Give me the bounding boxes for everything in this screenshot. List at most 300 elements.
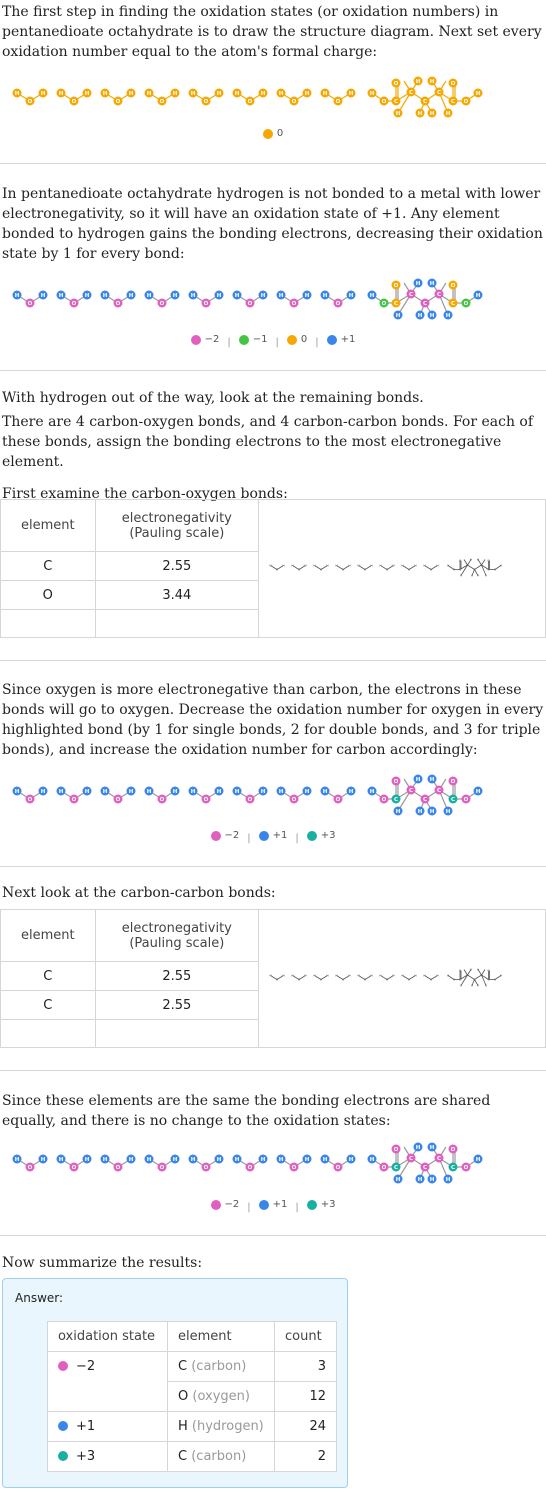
atom-label: H [102,789,108,795]
section-formal-charge [0,2,546,62]
atom-label: H [172,91,178,97]
legend-item [211,1199,240,1210]
atom-label: H [445,1177,451,1183]
atom-label: O [429,567,433,571]
atom-label: O [458,968,462,972]
cc-bonds-heading: Next look at the carbon-carbon bonds: [2,885,276,901]
atom-label: H [58,789,64,795]
atom-label: C [450,301,456,307]
cc-electronegativity-table [0,909,546,1048]
divider [0,1070,546,1071]
atom-label: C [408,90,414,96]
element-cell [168,1442,275,1472]
atom-label: H [128,1157,134,1163]
legend-separator: | [275,336,279,348]
state-label: +1 [76,1419,96,1434]
divider [0,1235,546,1236]
atom-label: H [14,91,20,97]
atom-label: O [71,301,77,307]
atom-label: H [216,789,222,795]
atom-label: O [71,797,77,803]
atom-label: O [159,1165,165,1171]
atom-label: H [348,91,354,97]
atom-label: O [381,797,387,803]
atom-label: H [429,281,435,287]
legend-dot [239,335,249,345]
atom-label: H [14,293,20,299]
legend-dot [327,335,337,345]
atom-label: O [203,99,209,105]
atom-label: H [395,809,401,815]
count-cell: 2 [275,1442,337,1472]
divider [0,370,546,371]
atom-label: H [429,79,435,85]
atom-label: H [102,293,108,299]
atom-label: H [348,293,354,299]
atom-label: H [379,973,382,977]
atom-label: H [395,111,401,117]
value-cell: 2.55 [95,552,258,581]
atom-label: O [275,977,279,981]
count-cell: 3 [275,1352,337,1382]
atom-label: H [313,973,316,977]
atom-label: O [291,301,297,307]
divider [0,866,546,867]
molecule-group [13,775,483,816]
element-symbol: O [178,1389,189,1404]
molecule-group [13,1143,483,1184]
atom-label: C [408,1156,414,1162]
atom-label: H [234,1157,240,1163]
atom-label: O [463,99,469,105]
atom-label: H [484,983,488,987]
atom-label: H [429,313,435,319]
header-element: element [1,910,96,962]
legend-dot [307,831,317,841]
atom-label: O [341,977,345,981]
atom-label: H [234,293,240,299]
atom-label: H [278,91,284,97]
atom-label: H [499,563,503,567]
atom-label: H [128,91,134,97]
atom-label: H [475,789,481,795]
atom-label: H [146,91,152,97]
atom-label: H [84,789,90,795]
atom-label: H [190,91,196,97]
atom-label: C [450,1165,456,1171]
structure-diagram-hydrogen [0,270,546,322]
co-electronegativity-table [0,499,546,638]
atom-label: O [450,283,456,289]
atom-label: O [291,99,297,105]
element-name: (oxygen) [192,1389,250,1404]
atom-label: H [475,293,481,299]
summary-heading: Now summarize the results: [2,1255,203,1271]
atom-label: O [463,301,469,307]
atom-label: H [348,1157,354,1163]
atom-label: C [436,788,442,794]
count-cell: 24 [275,1412,337,1442]
atom-label: C [408,788,414,794]
divider [0,660,546,661]
header-electronegativity: electronegativity (Pauling scale) [95,500,258,552]
atom-label: H [459,573,463,577]
count-cell: 12 [275,1382,337,1412]
atom-label: H [304,563,307,567]
element-symbol: C [178,1449,188,1464]
atom-label: H [260,1157,266,1163]
atom-label: H [322,91,328,97]
legend-separator: | [295,1201,299,1213]
atom-label: H [436,973,439,977]
atom-label: C [487,567,490,571]
atom-label: C [458,977,462,981]
legend-label: +1 [340,334,356,345]
atom-label: O [203,301,209,307]
legend-label: 0 [300,334,308,345]
atom-label: C [466,562,469,567]
legend-label: +3 [320,1199,336,1210]
state-label: −2 [76,1359,96,1374]
atom-label: H [190,293,196,299]
atom-label: O [407,977,411,981]
legend-item [287,334,307,345]
atom-label: O [203,797,209,803]
empty-cell [1,1020,96,1048]
atom-label: H [392,563,395,567]
legend-item [263,128,283,139]
legend-separator: | [247,1201,251,1213]
atom-label: O [450,81,456,87]
atom-label: O [71,1165,77,1171]
atom-label: H [304,91,310,97]
atom-label: H [429,1177,435,1183]
atom-label: O [393,1147,399,1153]
atom-label: C [422,99,428,105]
header-oxidation-state: oxidation state [48,1322,168,1352]
atom-label: O [115,1165,121,1171]
atom-label: O [275,567,279,571]
atom-label: O [335,301,341,307]
atom-label: H [269,563,272,567]
element-cell: O [1,581,96,610]
atom-label: H [446,973,450,977]
element-symbol: H [178,1419,188,1434]
atom-label: O [27,1165,33,1171]
atom-label: H [278,1157,284,1163]
atom-label: H [58,1157,64,1163]
atom-label: H [282,973,285,977]
intro-paragraph: The first step in finding the oxidation states (or oxidation numbers) in pentanedioate octahydrate is to draw the structure diagram. Next set every oxidation number equal to the atom's formal charge: [2,4,542,60]
structure-diagram-co-bonds [0,766,546,818]
element-cell [168,1352,275,1382]
atom-label: H [172,1157,178,1163]
atom-label: H [326,563,329,567]
legend-separator: | [247,832,251,844]
legend-item [259,1199,288,1210]
atom-label: H [172,293,178,299]
legend-label: −2 [224,830,240,841]
atom-label: H [84,293,90,299]
atom-label: O [463,797,469,803]
atom-label: H [146,293,152,299]
atom-label: O [385,567,389,571]
atom-label: H [417,809,423,815]
element-name: (carbon) [191,1359,247,1374]
summary-table [47,1321,337,1472]
atom-label: O [159,797,165,803]
answer-box [2,1278,348,1488]
atom-label: H [423,973,426,977]
atom-label: H [415,79,421,85]
atom-label: H [476,557,480,561]
state-dot [58,1421,68,1431]
remaining-bonds-text: With hydrogen out of the way, look at the remaining bonds. [2,390,424,406]
atom-label: H [357,563,360,567]
element-cell: C [1,962,96,991]
atom-label: H [335,973,338,977]
atom-label: H [14,789,20,795]
atom-label: C [422,797,428,803]
atom-label: O [247,797,253,803]
atom-label: H [392,973,395,977]
atom-label: H [369,293,375,299]
atom-label: O [487,558,490,562]
element-cell: C [1,991,96,1020]
atom-label: H [326,973,329,977]
atom-label: O [407,567,411,571]
atom-label: H [234,91,240,97]
atom-label: H [476,573,480,577]
legend-dot [211,831,221,841]
atom-label: H [40,789,46,795]
atom-label: H [322,1157,328,1163]
molecule-thumbnail-cell [259,500,546,638]
atom-label: H [278,293,284,299]
atom-label: O [27,99,33,105]
header-element: element [168,1322,275,1352]
atom-label: O [450,1147,456,1153]
atom-label: C [487,977,490,981]
element-name: (carbon) [191,1449,247,1464]
atom-label: H [401,973,404,977]
legend-item [307,830,336,841]
atom-label: O [381,99,387,105]
atom-label: H [436,563,439,567]
atom-label: C [408,292,414,298]
atom-label: O [27,797,33,803]
section-cc-bonds [0,883,546,903]
value-cell: 2.55 [95,962,258,991]
atom-label: H [190,789,196,795]
atom-label: H [395,1177,401,1183]
atom-label: H [190,1157,196,1163]
atom-label: H [445,809,451,815]
atom-label: H [291,563,294,567]
atom-label: H [357,973,360,977]
atom-label: H [417,111,423,117]
atom-label: H [291,973,294,977]
molecule-thumbnail [262,547,542,587]
atom-label: O [493,977,497,981]
legend-separator: | [315,336,319,348]
atom-label: C [450,99,456,105]
molecule-thumbnail-cell [259,910,546,1048]
atom-label: H [58,293,64,299]
atom-label: O [335,797,341,803]
legend-hydrogen [0,334,546,348]
atom-label: H [128,293,134,299]
state-label: +3 [76,1449,96,1464]
atom-label: O [291,1165,297,1171]
structure-diagram-final [0,1134,546,1186]
atom-label: H [304,1157,310,1163]
atom-label: H [216,1157,222,1163]
atom-label: H [415,1145,421,1151]
atom-label: H [469,557,473,561]
atom-label: C [436,90,442,96]
atom-label: C [422,1165,428,1171]
atom-label: H [417,1177,423,1183]
atom-label: H [40,293,46,299]
atom-label: O [159,99,165,105]
state-cell [48,1412,168,1442]
atom-label: O [487,968,490,972]
element-name: (hydrogen) [191,1419,264,1434]
atom-label: O [247,1165,253,1171]
atom-label: C [393,1165,399,1171]
atom-label: C [450,797,456,803]
atom-label: H [401,563,404,567]
atom-label: O [247,99,253,105]
atom-label: O [381,1165,387,1171]
co-bonds-heading: First examine the carbon-oxygen bonds: [2,486,288,502]
legend-label: +1 [272,830,288,841]
atom-label: C [480,562,483,567]
atom-label: O [429,977,433,981]
co-explanation-text: Since oxygen is more electronegative than carbon, the electrons in these bonds will go to oxygen. Decrease the oxidation number for oxygen in every highlighted bond (by 1 for single bonds, 2 for double bonds, and 3 for triple bonds), and increase the oxidation number for carbon accordingly: [2,682,544,758]
atom-label: O [27,301,33,307]
atom-label: H [102,1157,108,1163]
atom-label: C [393,301,399,307]
atom-label: H [446,563,450,567]
atom-label: H [476,983,480,987]
atom-label: H [370,563,373,567]
molecule-group [269,557,502,577]
atom-label: O [335,1165,341,1171]
legend-dot [259,831,269,841]
atom-label: H [429,1145,435,1151]
atom-label: H [369,1157,375,1163]
atom-label: H [348,973,351,977]
molecule-group [13,279,483,320]
atom-label: H [499,973,503,977]
atom-label: O [452,567,456,571]
legend-label: +1 [272,1199,288,1210]
atom-label: H [40,1157,46,1163]
divider [0,163,546,164]
atom-label: C [393,99,399,105]
atom-label: H [146,1157,152,1163]
atom-label: H [370,973,373,977]
atom-label: O [381,301,387,307]
legend-label: −2 [204,334,220,345]
atom-label: H [172,789,178,795]
atom-label: H [459,983,463,987]
empty-cell [1,610,96,638]
atom-label: H [429,809,435,815]
atom-label: H [278,789,284,795]
atom-label: H [379,563,382,567]
cc-explanation-text: Since these elements are the same the bonding electrons are shared equally, and there is no change to the oxidation states: [2,1093,491,1129]
atom-label: H [475,1157,481,1163]
legend-separator: | [227,336,231,348]
atom-label: H [304,293,310,299]
atom-label: C [473,567,476,571]
atom-label: H [395,313,401,319]
molecule-thumbnail [262,957,542,997]
legend-label: +3 [320,830,336,841]
section-hydrogen [0,184,546,264]
legend-dot [211,1200,221,1210]
atom-label: O [71,99,77,105]
atom-label: H [260,789,266,795]
legend-label: −2 [224,1199,240,1210]
atom-label: H [445,111,451,117]
element-cell [168,1412,275,1442]
atom-label: O [450,779,456,785]
header-count: count [275,1322,337,1352]
atom-label: H [260,293,266,299]
atom-label: H [84,91,90,97]
atom-label: C [480,972,483,977]
atom-label: C [473,977,476,981]
atom-label: O [297,977,301,981]
legend-label: 0 [276,128,284,139]
atom-label: H [484,573,488,577]
atom-label: O [115,301,121,307]
section-co-bonds [0,680,546,760]
element-cell [168,1382,275,1412]
atom-label: H [84,1157,90,1163]
atom-label: H [269,973,272,977]
legend-final [0,1199,546,1213]
value-cell: 3.44 [95,581,258,610]
atom-label: O [115,99,121,105]
state-dot [58,1361,68,1371]
hydrogen-paragraph: In pentanedioate octahydrate hydrogen is not bonded to a metal with lower electronegativity, so it will have an oxidation state of +1. Any element bonded to hydrogen gains the bonding electrons, decreasing their oxidation state by 1 for every bond: [2,186,543,262]
atom-label: H [415,281,421,287]
legend-item [211,830,240,841]
answer-label: Answer: [15,1291,64,1305]
atom-label: H [40,91,46,97]
state-cell [48,1352,168,1412]
atom-label: H [335,563,338,567]
section-summary [0,1253,546,1273]
atom-label: H [417,313,423,319]
atom-label: O [203,1165,209,1171]
atom-label: H [369,789,375,795]
atom-label: O [493,567,497,571]
molecule-group [13,77,483,118]
element-cell: C [1,552,96,581]
legend-dot [263,129,273,139]
atom-label: C [393,797,399,803]
atom-label: H [348,563,351,567]
section-cc-result [0,1091,546,1131]
atom-label: C [422,301,428,307]
legend-dot [191,335,201,345]
